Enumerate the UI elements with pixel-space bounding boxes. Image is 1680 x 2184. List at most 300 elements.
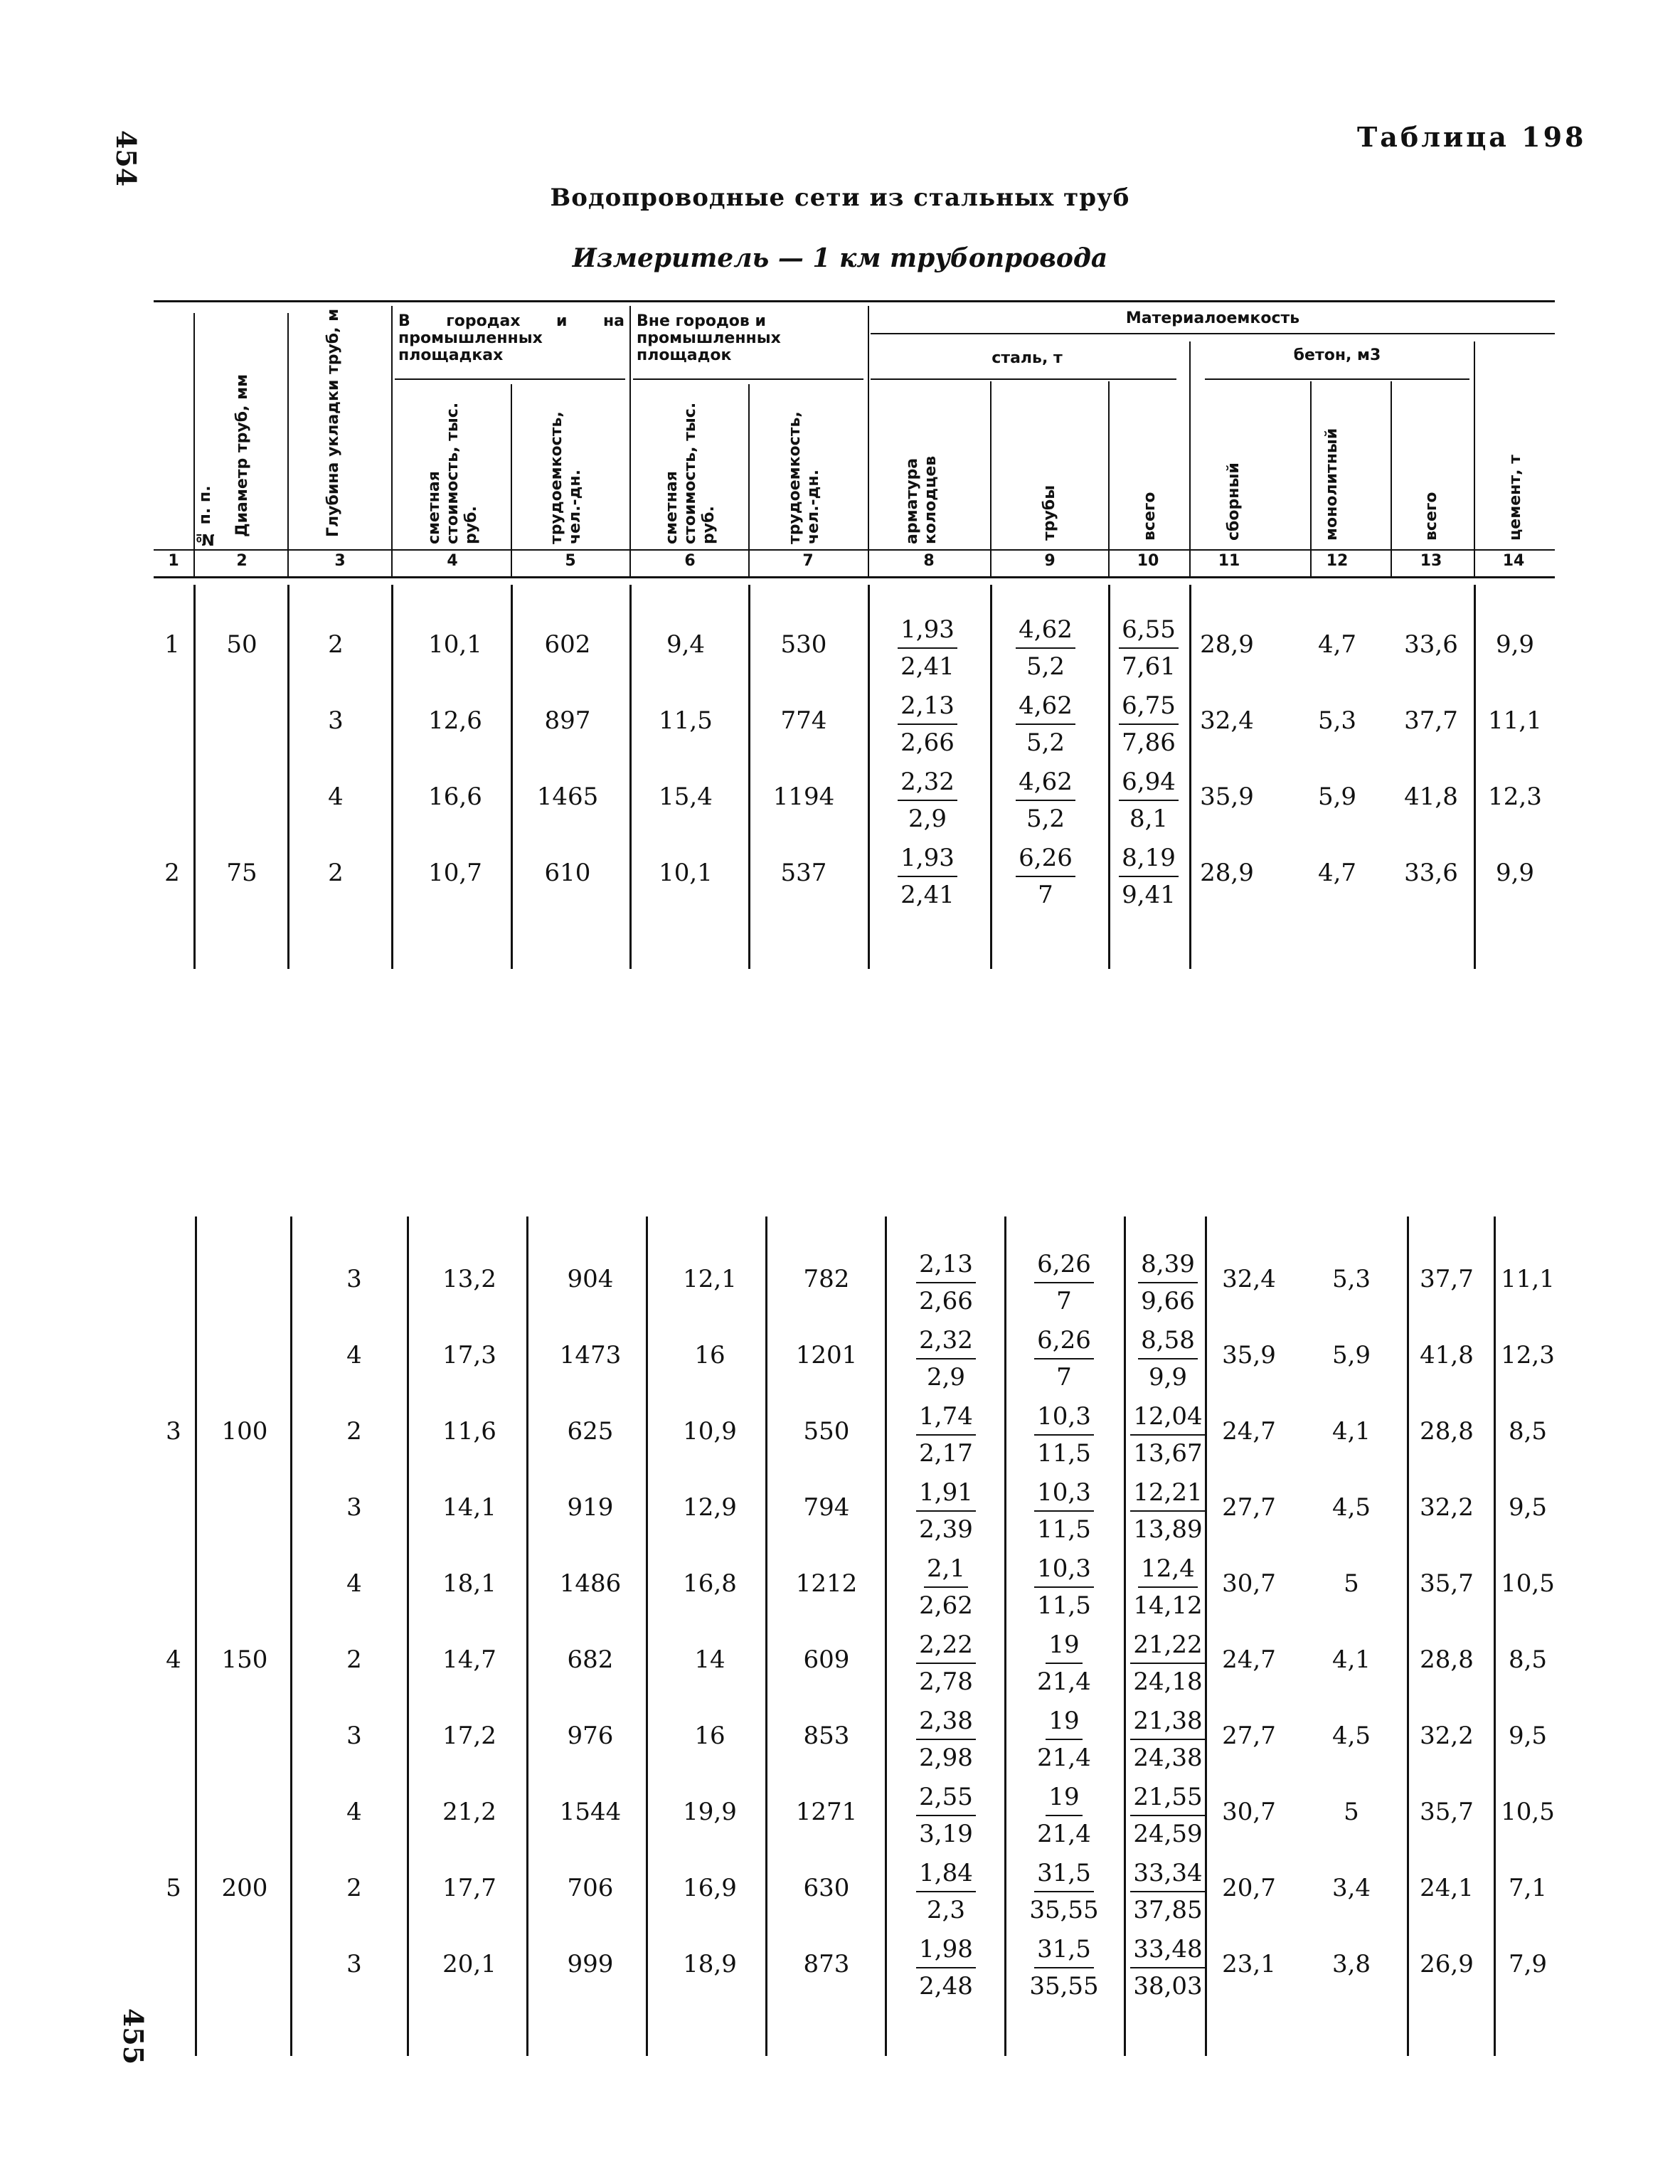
cost-city-cell: 10,7 xyxy=(428,859,482,887)
cement-cell: 11,1 xyxy=(1488,706,1542,735)
vline xyxy=(195,1216,197,2056)
fittings-cell xyxy=(886,1779,1006,1852)
labor-city-cell: 1544 xyxy=(559,1798,622,1826)
steel-total-cell-numerator: 8,39 xyxy=(1138,1246,1198,1283)
labor-outside-cell: 537 xyxy=(780,859,827,887)
diameter-cell: 50 xyxy=(226,630,257,659)
header-pipes: трубы xyxy=(1041,484,1058,541)
concrete-total-cell: 32,2 xyxy=(1420,1722,1474,1750)
pipes-cell xyxy=(1004,1703,1125,1776)
pipes-cell-denominator: 5,2 xyxy=(1026,805,1065,833)
vline xyxy=(1310,381,1312,578)
row-number: 2 xyxy=(164,859,180,887)
prefab-cell: 23,1 xyxy=(1222,1950,1276,1978)
fittings-cell-denominator: 2,66 xyxy=(900,728,955,757)
fittings-cell-numerator: 2,38 xyxy=(916,1703,976,1740)
labor-outside-cell: 853 xyxy=(803,1722,850,1750)
fittings-cell xyxy=(886,1627,1006,1700)
fittings-cell-numerator: 1,93 xyxy=(898,840,957,877)
pipes-cell-denominator: 7 xyxy=(1038,881,1053,909)
labor-city-cell: 682 xyxy=(567,1645,614,1674)
fittings-cell-numerator: 1,93 xyxy=(898,612,957,649)
fittings-cell-numerator: 1,91 xyxy=(916,1475,976,1512)
labor-outside-cell: 550 xyxy=(803,1417,850,1446)
column-number: 12 xyxy=(1326,552,1349,570)
cement-cell: 9,5 xyxy=(1508,1722,1548,1750)
depth-cell: 4 xyxy=(346,1341,362,1369)
vline xyxy=(868,306,869,578)
concrete-total-cell: 24,1 xyxy=(1420,1874,1474,1902)
steel-total-cell-denominator: 7,86 xyxy=(1122,728,1176,757)
steel-total-cell-numerator: 8,58 xyxy=(1138,1322,1198,1359)
cement-cell: 9,9 xyxy=(1495,630,1535,659)
cost-outside-cell: 12,1 xyxy=(683,1265,737,1293)
steel-total-cell-numerator: 12,04 xyxy=(1130,1399,1205,1436)
depth-cell: 3 xyxy=(328,706,344,735)
header-diameter: Диаметр труб, мм xyxy=(233,373,251,537)
fittings-cell-numerator: 2,13 xyxy=(916,1246,976,1283)
header-prefab: сборный xyxy=(1225,462,1243,541)
fittings-cell-numerator: 2,32 xyxy=(898,764,957,801)
pipes-cell-numerator: 6,26 xyxy=(1016,840,1075,877)
diameter-cell: 75 xyxy=(226,859,257,887)
cement-cell: 7,9 xyxy=(1508,1950,1548,1978)
pipes-cell xyxy=(1004,1779,1125,1852)
page-number-right: 455 xyxy=(117,2008,150,2065)
prefab-cell: 28,9 xyxy=(1200,859,1254,887)
labor-outside-cell: 782 xyxy=(803,1265,850,1293)
steel-total-cell-numerator: 6,75 xyxy=(1119,688,1179,725)
header-steel: сталь, т xyxy=(991,349,1063,367)
cost-outside-cell: 12,9 xyxy=(683,1493,737,1522)
column-number: 13 xyxy=(1420,552,1442,570)
steel-total-cell-denominator: 37,85 xyxy=(1133,1896,1203,1924)
pipes-cell-numerator: 10,3 xyxy=(1034,1475,1094,1512)
cost-city-cell: 10,1 xyxy=(428,630,482,659)
page-number-left: 454 xyxy=(110,129,143,187)
pipes-cell-denominator: 7 xyxy=(1056,1363,1072,1391)
vline xyxy=(1189,341,1191,578)
steel-total-cell-denominator: 13,67 xyxy=(1133,1439,1203,1468)
labor-outside-cell: 1201 xyxy=(795,1341,858,1369)
fittings-cell xyxy=(886,1855,1006,1928)
labor-city-cell: 1473 xyxy=(559,1341,622,1369)
fittings-cell-denominator: 2,66 xyxy=(919,1287,973,1315)
cement-cell: 12,3 xyxy=(1501,1341,1555,1369)
prefab-cell: 30,7 xyxy=(1222,1798,1276,1826)
labor-city-cell: 999 xyxy=(567,1950,614,1978)
fittings-cell-numerator: 2,1 xyxy=(924,1551,968,1588)
steel-total-cell-denominator: 9,9 xyxy=(1148,1363,1188,1391)
fittings-cell xyxy=(867,688,988,760)
prefab-cell: 32,4 xyxy=(1222,1265,1276,1293)
steel-total-cell-numerator: 6,55 xyxy=(1119,612,1179,649)
fittings-cell xyxy=(886,1475,1006,1547)
hline xyxy=(633,378,863,380)
labor-outside-cell: 609 xyxy=(803,1645,850,1674)
depth-cell: 3 xyxy=(346,1265,362,1293)
cost-city-cell: 13,2 xyxy=(442,1265,496,1293)
cement-cell: 12,3 xyxy=(1488,783,1542,811)
labor-outside-cell: 630 xyxy=(803,1874,850,1902)
monolithic-cell: 5,3 xyxy=(1317,706,1357,735)
concrete-total-cell: 28,8 xyxy=(1420,1645,1474,1674)
concrete-total-cell: 33,6 xyxy=(1404,630,1458,659)
cement-cell: 9,9 xyxy=(1495,859,1535,887)
cost-outside-cell: 16 xyxy=(694,1722,725,1750)
depth-cell: 4 xyxy=(346,1798,362,1826)
pipes-cell-numerator: 19 xyxy=(1046,1779,1082,1816)
cement-cell: 7,1 xyxy=(1508,1874,1548,1902)
pipes-cell-numerator: 10,3 xyxy=(1034,1399,1094,1436)
monolithic-cell: 4,7 xyxy=(1317,859,1357,887)
steel-total-cell-denominator: 24,38 xyxy=(1133,1744,1203,1772)
fittings-cell-denominator: 2,78 xyxy=(919,1668,973,1696)
labor-city-cell: 976 xyxy=(567,1722,614,1750)
column-number: 11 xyxy=(1218,552,1240,570)
prefab-cell: 24,7 xyxy=(1222,1417,1276,1446)
column-number: 10 xyxy=(1137,552,1159,570)
vline xyxy=(511,384,512,578)
cement-cell: 11,1 xyxy=(1501,1265,1555,1293)
depth-cell: 4 xyxy=(346,1569,362,1598)
cost-city-cell: 14,1 xyxy=(442,1493,496,1522)
prefab-cell: 32,4 xyxy=(1200,706,1254,735)
vline xyxy=(748,384,750,578)
fittings-cell-denominator: 2,41 xyxy=(900,881,955,909)
fittings-cell-numerator: 2,55 xyxy=(916,1779,976,1816)
monolithic-cell: 4,5 xyxy=(1331,1722,1371,1750)
table-number: Таблица 198 xyxy=(1357,121,1587,153)
pipes-cell-denominator: 35,55 xyxy=(1029,1972,1099,2000)
concrete-total-cell: 32,2 xyxy=(1420,1493,1474,1522)
pipes-cell-numerator: 19 xyxy=(1046,1703,1082,1740)
steel-total-cell-denominator: 38,03 xyxy=(1133,1972,1203,2000)
pipes-cell xyxy=(1004,1931,1125,2004)
header-in-cities: В городах и на промышленных площадках xyxy=(398,312,624,364)
prefab-cell: 27,7 xyxy=(1222,1493,1276,1522)
vline xyxy=(391,306,393,578)
header-mid-rule xyxy=(154,549,1555,551)
column-number: 8 xyxy=(923,552,935,570)
steel-total-cell-numerator: 8,19 xyxy=(1119,840,1179,877)
prefab-cell: 28,9 xyxy=(1200,630,1254,659)
fittings-cell-numerator: 1,84 xyxy=(916,1855,976,1892)
cement-cell: 8,5 xyxy=(1508,1417,1548,1446)
steel-total-cell-denominator: 7,61 xyxy=(1122,652,1176,681)
pipes-cell-denominator: 11,5 xyxy=(1037,1591,1091,1620)
row-number: 4 xyxy=(166,1645,181,1674)
concrete-total-cell: 41,8 xyxy=(1420,1341,1474,1369)
pipes-cell-numerator: 6,26 xyxy=(1034,1322,1094,1359)
concrete-total-cell: 37,7 xyxy=(1420,1265,1474,1293)
pipes-cell-denominator: 21,4 xyxy=(1037,1744,1091,1772)
hline xyxy=(395,378,625,380)
monolithic-cell: 4,1 xyxy=(1331,1417,1371,1446)
pipes-cell-denominator: 21,4 xyxy=(1037,1820,1091,1848)
concrete-total-cell: 35,7 xyxy=(1420,1798,1474,1826)
cement-cell: 10,5 xyxy=(1501,1569,1555,1598)
steel-total-cell-numerator: 33,48 xyxy=(1130,1931,1205,1968)
fittings-cell-denominator: 2,48 xyxy=(919,1972,973,2000)
pipes-cell xyxy=(1004,1475,1125,1547)
fittings-cell-numerator: 1,98 xyxy=(916,1931,976,1968)
header-bottom-rule xyxy=(154,576,1555,578)
depth-cell: 2 xyxy=(328,630,344,659)
vline xyxy=(287,313,289,578)
labor-outside-cell: 794 xyxy=(803,1493,850,1522)
fittings-cell-numerator: 2,32 xyxy=(916,1322,976,1359)
pipes-cell-numerator: 19 xyxy=(1046,1627,1082,1664)
concrete-total-cell: 26,9 xyxy=(1420,1950,1474,1978)
header-steel-total: всего xyxy=(1141,492,1159,541)
depth-cell: 3 xyxy=(346,1950,362,1978)
monolithic-cell: 5 xyxy=(1344,1798,1359,1826)
fittings-cell-denominator: 2,17 xyxy=(919,1439,973,1468)
monolithic-cell: 3,4 xyxy=(1331,1874,1371,1902)
depth-cell: 2 xyxy=(346,1417,362,1446)
header-cement: цемент, т xyxy=(1506,455,1524,541)
cost-outside-cell: 11,5 xyxy=(659,706,713,735)
fittings-cell xyxy=(867,612,988,684)
labor-city-cell: 904 xyxy=(567,1265,614,1293)
monolithic-cell: 4,1 xyxy=(1331,1645,1371,1674)
cost-city-cell: 18,1 xyxy=(442,1569,496,1598)
table-subtitle: Измеритель — 1 км трубопровода xyxy=(572,243,1108,273)
pipes-cell-numerator: 4,62 xyxy=(1016,764,1075,801)
monolithic-cell: 4,5 xyxy=(1331,1493,1371,1522)
pipes-cell-denominator: 11,5 xyxy=(1037,1439,1091,1468)
labor-city-cell: 919 xyxy=(567,1493,614,1522)
fittings-cell-denominator: 2,9 xyxy=(908,805,947,833)
depth-cell: 2 xyxy=(346,1645,362,1674)
steel-total-cell-numerator: 6,94 xyxy=(1119,764,1179,801)
steel-total-cell-numerator: 12,4 xyxy=(1138,1551,1198,1588)
concrete-total-cell: 35,7 xyxy=(1420,1569,1474,1598)
depth-cell: 4 xyxy=(328,783,344,811)
pipes-cell xyxy=(1004,1246,1125,1319)
table-title: Водопроводные сети из стальных труб xyxy=(550,184,1130,212)
steel-total-cell-denominator: 14,12 xyxy=(1133,1591,1203,1620)
pipes-cell xyxy=(1004,1551,1125,1623)
labor-city-cell: 602 xyxy=(544,630,591,659)
column-number: 4 xyxy=(447,552,458,570)
steel-total-cell-numerator: 21,38 xyxy=(1130,1703,1205,1740)
labor-outside-cell: 1212 xyxy=(795,1569,858,1598)
column-number: 6 xyxy=(684,552,696,570)
cost-outside-cell: 19,9 xyxy=(683,1798,737,1826)
labor-outside-cell: 1271 xyxy=(795,1798,858,1826)
column-number: 1 xyxy=(168,552,179,570)
cost-city-cell: 20,1 xyxy=(442,1950,496,1978)
column-number: 2 xyxy=(236,552,248,570)
labor-outside-cell: 873 xyxy=(803,1950,850,1978)
steel-total-cell-denominator: 9,41 xyxy=(1122,881,1176,909)
header-top-rule xyxy=(154,300,1555,302)
pipes-cell xyxy=(1004,1399,1125,1471)
pipes-cell-numerator: 31,5 xyxy=(1034,1855,1094,1892)
fittings-cell-denominator: 2,62 xyxy=(919,1591,973,1620)
pipes-cell-numerator: 31,5 xyxy=(1034,1931,1094,1968)
steel-total-cell-denominator: 9,66 xyxy=(1141,1287,1195,1315)
pipes-cell-denominator: 11,5 xyxy=(1037,1515,1091,1544)
steel-total-cell-denominator: 24,18 xyxy=(1133,1668,1203,1696)
diameter-cell: 200 xyxy=(221,1874,268,1902)
concrete-total-cell: 33,6 xyxy=(1404,859,1458,887)
fittings-cell-denominator: 2,39 xyxy=(919,1515,973,1544)
pipes-cell-numerator: 4,62 xyxy=(1016,688,1075,725)
cost-outside-cell: 14 xyxy=(694,1645,725,1674)
fittings-cell-denominator: 3,19 xyxy=(919,1820,973,1848)
monolithic-cell: 5,9 xyxy=(1331,1341,1371,1369)
monolithic-cell: 5 xyxy=(1344,1569,1359,1598)
header-depth: Глубина укладки труб, м xyxy=(324,308,342,537)
pipes-cell xyxy=(1004,1627,1125,1700)
pipes-cell-denominator: 21,4 xyxy=(1037,1668,1091,1696)
prefab-cell: 35,9 xyxy=(1200,783,1254,811)
fittings-cell xyxy=(886,1246,1006,1319)
row-number: 3 xyxy=(166,1417,181,1446)
vline xyxy=(990,381,991,578)
labor-city-cell: 625 xyxy=(567,1417,614,1446)
labor-city-cell: 1465 xyxy=(536,783,599,811)
fittings-cell-denominator: 2,98 xyxy=(919,1744,973,1772)
column-number: 7 xyxy=(802,552,814,570)
labor-city-cell: 897 xyxy=(544,706,591,735)
cost-outside-cell: 15,4 xyxy=(659,783,713,811)
cost-outside-cell: 10,9 xyxy=(683,1417,737,1446)
pipes-cell xyxy=(1004,1855,1125,1928)
pipes-cell-numerator: 4,62 xyxy=(1016,612,1075,649)
cost-outside-cell: 16,8 xyxy=(683,1569,737,1598)
concrete-total-cell: 28,8 xyxy=(1420,1417,1474,1446)
cost-city-cell: 17,3 xyxy=(442,1341,496,1369)
cost-city-cell: 17,2 xyxy=(442,1722,496,1750)
header-cost-1: сметная стоимость, тыс. руб. xyxy=(425,402,480,544)
column-number: 14 xyxy=(1502,552,1525,570)
depth-cell: 2 xyxy=(346,1874,362,1902)
fittings-cell xyxy=(886,1703,1006,1776)
vline xyxy=(290,1216,292,2056)
header-concrete-total: всего xyxy=(1423,492,1440,541)
hline xyxy=(871,378,1176,380)
steel-total-cell-denominator: 13,89 xyxy=(1133,1515,1203,1544)
cement-cell: 9,5 xyxy=(1508,1493,1548,1522)
steel-total-cell-numerator: 33,34 xyxy=(1130,1855,1205,1892)
vline xyxy=(1391,381,1392,578)
cost-outside-cell: 16,9 xyxy=(683,1874,737,1902)
vline xyxy=(1108,381,1110,578)
pipes-cell-numerator: 10,3 xyxy=(1034,1551,1094,1588)
steel-total-cell-numerator: 21,55 xyxy=(1130,1779,1205,1816)
header-concrete: бетон, м3 xyxy=(1293,346,1381,364)
fittings-cell-numerator: 2,22 xyxy=(916,1627,976,1664)
steel-total-cell-denominator: 8,1 xyxy=(1129,805,1169,833)
diameter-cell: 150 xyxy=(221,1645,268,1674)
fittings-cell xyxy=(886,1931,1006,2004)
labor-city-cell: 706 xyxy=(567,1874,614,1902)
row-number: 1 xyxy=(164,630,180,659)
cost-outside-cell: 10,1 xyxy=(659,859,713,887)
cost-city-cell: 12,6 xyxy=(428,706,482,735)
pipes-cell-denominator: 35,55 xyxy=(1029,1896,1099,1924)
cement-cell: 10,5 xyxy=(1501,1798,1555,1826)
cost-city-cell: 21,2 xyxy=(442,1798,496,1826)
pipes-cell xyxy=(1004,1322,1125,1395)
cost-outside-cell: 16 xyxy=(694,1341,725,1369)
hline xyxy=(871,333,1555,334)
fittings-cell-denominator: 2,9 xyxy=(926,1363,966,1391)
header-monolithic: монолитный xyxy=(1323,428,1341,541)
monolithic-cell: 5,9 xyxy=(1317,783,1357,811)
hline xyxy=(1205,378,1469,380)
prefab-cell: 27,7 xyxy=(1222,1722,1276,1750)
cement-cell: 8,5 xyxy=(1508,1645,1548,1674)
cost-outside-cell: 9,4 xyxy=(666,630,706,659)
depth-cell: 3 xyxy=(346,1722,362,1750)
fittings-cell-numerator: 1,74 xyxy=(916,1399,976,1436)
monolithic-cell: 5,3 xyxy=(1331,1265,1371,1293)
header-cost-2: сметная стоимость, тыс. руб. xyxy=(663,402,718,544)
prefab-cell: 20,7 xyxy=(1222,1874,1276,1902)
prefab-cell: 30,7 xyxy=(1222,1569,1276,1598)
steel-total-cell-denominator: 24,59 xyxy=(1133,1820,1203,1848)
labor-outside-cell: 774 xyxy=(780,706,827,735)
column-number: 5 xyxy=(565,552,576,570)
prefab-cell: 24,7 xyxy=(1222,1645,1276,1674)
diameter-cell: 100 xyxy=(221,1417,268,1446)
fittings-cell xyxy=(886,1551,1006,1623)
fittings-cell xyxy=(886,1399,1006,1471)
vline xyxy=(629,306,631,578)
header-labor-2: трудоемкость, чел.-дн. xyxy=(786,411,822,544)
fittings-cell-denominator: 2,3 xyxy=(926,1896,966,1924)
vline xyxy=(1474,341,1475,578)
header-fittings: арматура колодцев xyxy=(903,455,940,544)
column-number: 9 xyxy=(1044,552,1056,570)
cost-city-cell: 17,7 xyxy=(442,1874,496,1902)
labor-city-cell: 1486 xyxy=(559,1569,622,1598)
labor-outside-cell: 530 xyxy=(780,630,827,659)
pipes-cell-denominator: 5,2 xyxy=(1026,652,1065,681)
fittings-cell xyxy=(886,1322,1006,1395)
cost-city-cell: 11,6 xyxy=(442,1417,496,1446)
vline xyxy=(193,313,195,578)
concrete-total-cell: 37,7 xyxy=(1404,706,1458,735)
header-materials: Материалоемкость xyxy=(1125,309,1300,327)
fittings-cell-numerator: 2,13 xyxy=(898,688,957,725)
cost-outside-cell: 18,9 xyxy=(683,1950,737,1978)
header-num: № п. п. xyxy=(196,485,214,548)
fittings-cell xyxy=(867,764,988,837)
monolithic-cell: 3,8 xyxy=(1331,1950,1371,1978)
labor-outside-cell: 1194 xyxy=(772,783,835,811)
fittings-cell xyxy=(867,840,988,913)
steel-total-cell-numerator: 21,22 xyxy=(1130,1627,1205,1664)
depth-cell: 2 xyxy=(328,859,344,887)
concrete-total-cell: 41,8 xyxy=(1404,783,1458,811)
fittings-cell-denominator: 2,41 xyxy=(900,652,955,681)
steel-total-cell-numerator: 12,21 xyxy=(1130,1475,1205,1512)
prefab-cell: 35,9 xyxy=(1222,1341,1276,1369)
depth-cell: 3 xyxy=(346,1493,362,1522)
monolithic-cell: 4,7 xyxy=(1317,630,1357,659)
pipes-cell-numerator: 6,26 xyxy=(1034,1246,1094,1283)
pipes-cell-denominator: 5,2 xyxy=(1026,728,1065,757)
column-number: 3 xyxy=(334,552,346,570)
vline xyxy=(526,1216,528,2056)
pipes-cell-denominator: 7 xyxy=(1056,1287,1072,1315)
